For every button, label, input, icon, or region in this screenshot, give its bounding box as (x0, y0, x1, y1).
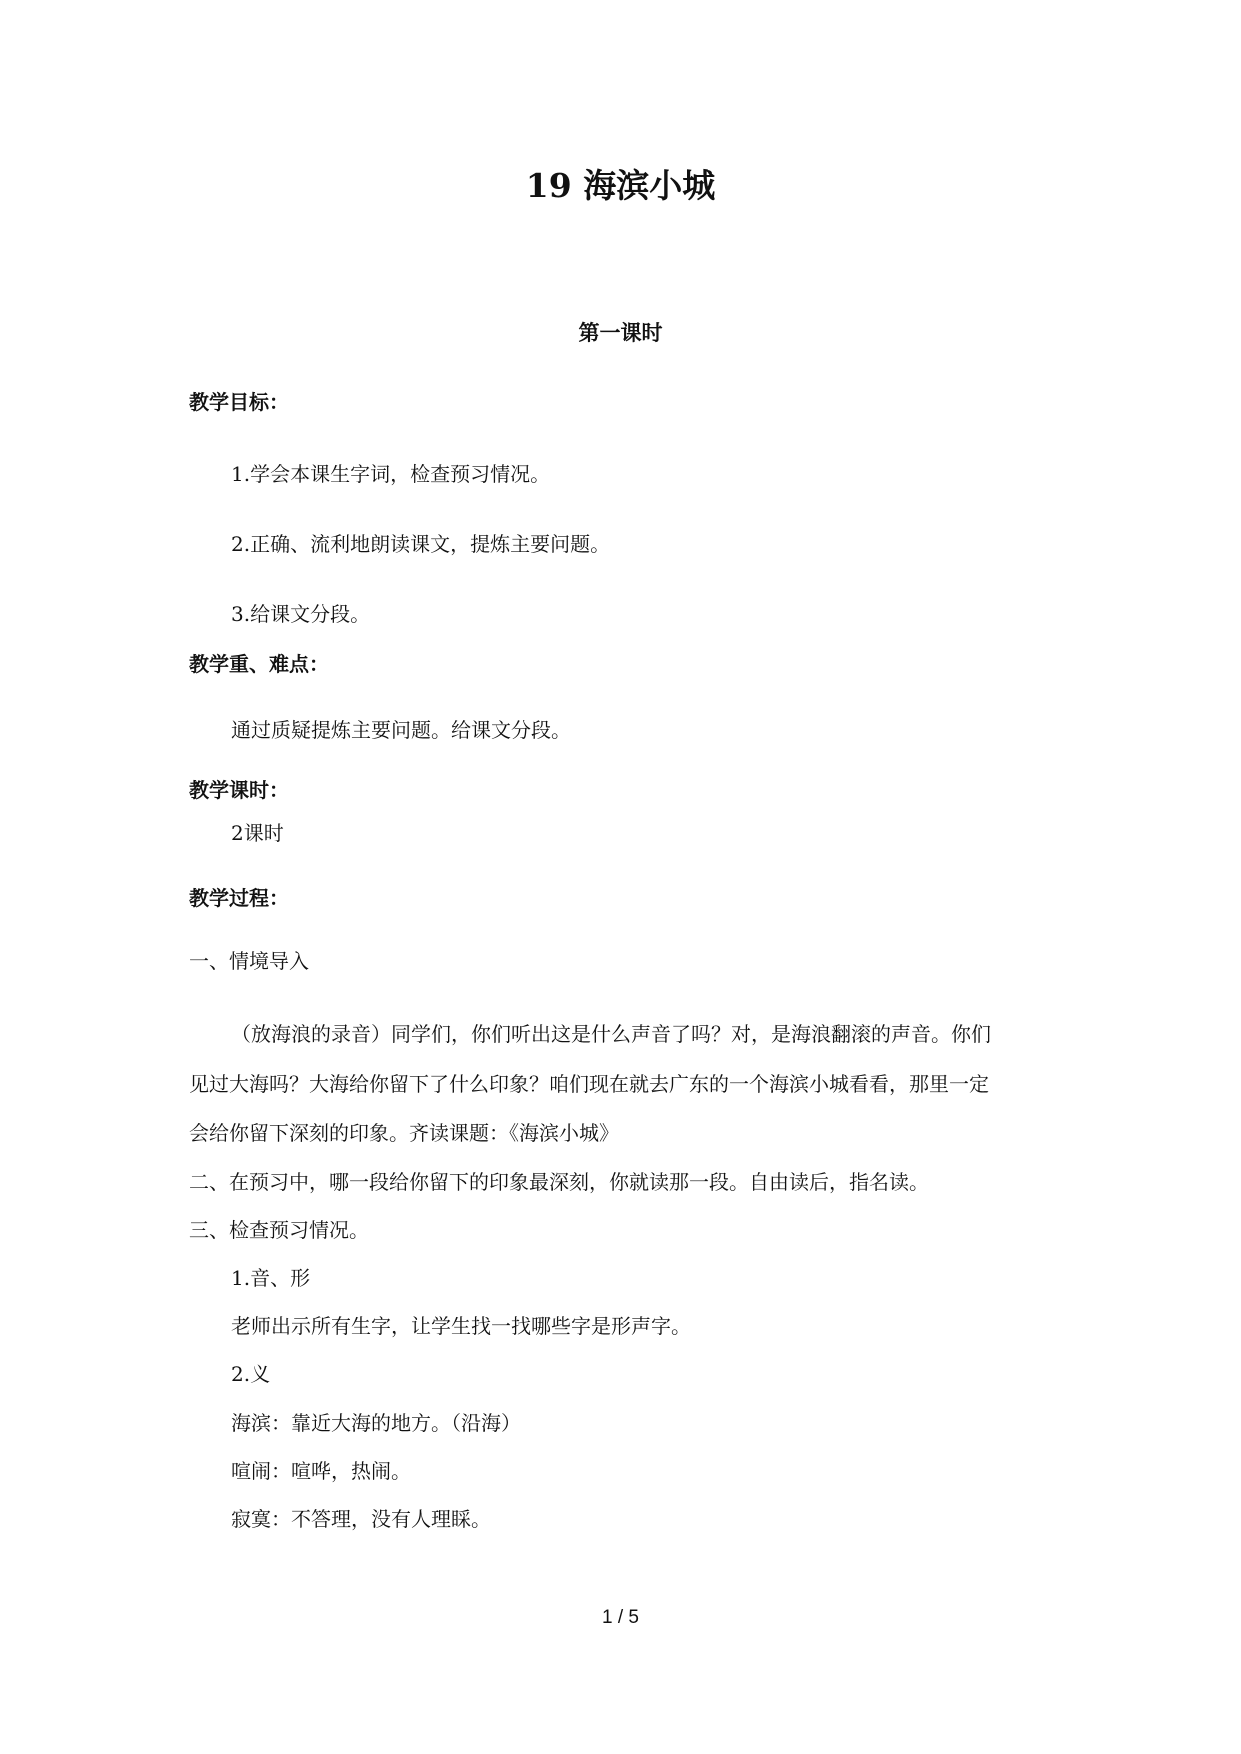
sub-step-1: 1.音、形 (231, 1266, 311, 1290)
intro-line-3: 会给你留下深刻的印象。齐读课题：《海滨小城》 (189, 1121, 619, 1145)
goals-heading: 教学目标： (189, 390, 289, 414)
step-1: 一、情境导入 (189, 949, 309, 973)
goal-item-1: 1.学会本课生字词，检查预习情况。 (231, 462, 551, 486)
hours-heading: 教学课时： (189, 778, 289, 802)
hours-text: 2课时 (231, 821, 284, 845)
word-definition-1: 海滨：靠近大海的地方。（沿海） (231, 1411, 521, 1435)
goal-item-3: 3.给课文分段。 (231, 602, 371, 626)
word-definition-3: 寂寞：不答理，没有人理睬。 (231, 1507, 491, 1531)
document-title: 19 海滨小城 (525, 166, 716, 205)
lesson-heading: 第一课时 (578, 321, 663, 345)
key-points-text: 通过质疑提炼主要问题。给课文分段。 (231, 718, 571, 742)
step-2: 二、在预习中，哪一段给你留下的印象最深刻，你就读那一段。自由读后，指名读。 (189, 1170, 929, 1194)
intro-line-2: 见过大海吗？大海给你留下了什么印象？咱们现在就去广东的一个海滨小城看看，那里一定 (189, 1072, 989, 1096)
page-number: 1 / 5 (602, 1607, 639, 1628)
word-definition-2: 喧闹：喧哗，热闹。 (231, 1459, 411, 1483)
intro-line-1: （放海浪的录音）同学们，你们听出这是什么声音了吗？对，是海浪翻滚的声音。你们 (231, 1022, 991, 1046)
process-heading: 教学过程： (189, 886, 289, 910)
sub-step-2: 2.义 (231, 1362, 271, 1386)
sub-step-1-text: 老师出示所有生字，让学生找一找哪些字是形声字。 (231, 1314, 691, 1338)
goal-item-2: 2.正确、流利地朗读课文，提炼主要问题。 (231, 532, 611, 556)
key-points-heading: 教学重、难点： (189, 652, 329, 676)
step-3: 三、检查预习情况。 (189, 1218, 369, 1242)
